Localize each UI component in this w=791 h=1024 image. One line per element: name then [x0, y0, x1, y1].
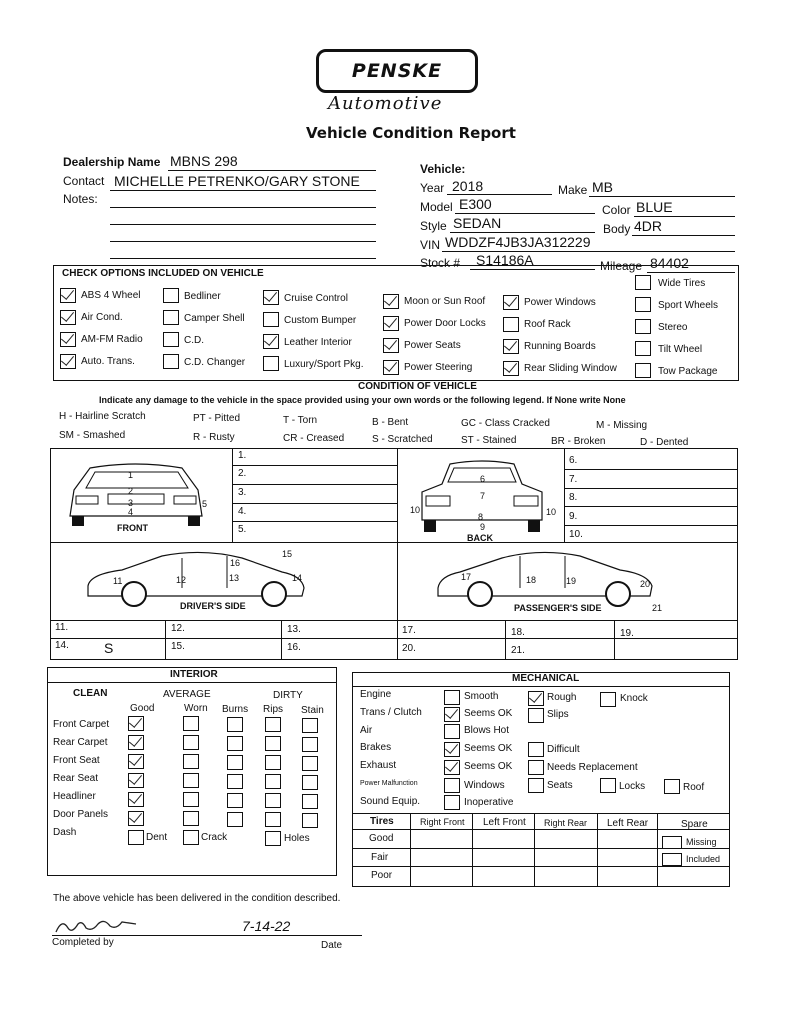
stereo-label: Stereo [658, 322, 688, 333]
mechanical-header-line [352, 686, 730, 687]
cond-field-13[interactable]: 13. [287, 624, 301, 635]
front-line-5[interactable]: 5. [238, 524, 247, 535]
back-line-8[interactable]: 8. [569, 492, 578, 503]
door-panels-worn[interactable] [183, 811, 199, 826]
front-marker-3: 3 [128, 498, 134, 508]
front-marker-2: 2 [128, 486, 134, 496]
back-rule-4 [564, 525, 738, 526]
back-marker-8: 8 [478, 512, 484, 522]
back-line-6[interactable]: 6. [569, 455, 578, 466]
air-label: Air [360, 725, 373, 736]
tires-rr: Right Rear [544, 818, 588, 828]
color-value[interactable]: BLUE [636, 199, 673, 215]
legend-b: B - Bent [372, 417, 409, 428]
back-line-10[interactable]: 10. [569, 529, 583, 540]
center-sep [397, 448, 398, 660]
door-panels-good[interactable] [128, 811, 144, 826]
am-fm-label: AM-FM Radio [81, 334, 143, 345]
door-panels-burns[interactable] [227, 812, 243, 827]
front-view-label: FRONT [117, 523, 148, 533]
exhaust-ok-checkbox[interactable] [444, 760, 460, 775]
completed-by-label: Completed by [52, 937, 114, 948]
spare-included-label: Included [686, 854, 721, 864]
tires-row-line-2 [352, 866, 730, 867]
front-marker-1: 1 [128, 470, 134, 480]
luxury-sport-checkbox[interactable] [263, 356, 279, 371]
back-marker-7: 7 [480, 491, 486, 501]
sound-label: Sound Equip. [360, 796, 421, 807]
front-rule-4 [232, 521, 397, 522]
exhaust-label: Exhaust [360, 760, 397, 771]
front-carpet-burns[interactable] [227, 717, 243, 732]
headliner-good[interactable] [128, 792, 144, 807]
cond-field-15[interactable]: 15. [171, 641, 185, 652]
tires-col-4 [597, 813, 598, 887]
bottom-sep-1 [165, 620, 166, 660]
air-hot-label: Blows Hot [464, 725, 510, 736]
tires-lr: Left Rear [607, 818, 649, 829]
row-front-carpet: Front Carpet [53, 719, 110, 730]
notes-line-4 [110, 258, 376, 259]
front-rule-3 [232, 503, 397, 504]
notes-label: Notes: [63, 192, 98, 206]
legend-pt: PT - Pitted [193, 413, 241, 424]
tires-top-line [352, 813, 730, 814]
brakes-difficult-label: Difficult [547, 744, 580, 755]
tires-col-5 [657, 813, 658, 887]
air-cond-checkbox[interactable] [60, 310, 76, 325]
dealership-value[interactable]: MBNS 298 [170, 153, 238, 169]
power-seats-mal-checkbox[interactable] [528, 778, 544, 793]
rear-carpet-good[interactable] [128, 735, 144, 750]
front-carpet-stain[interactable] [302, 718, 318, 733]
back-marker-9: 9 [480, 522, 486, 532]
vin-value[interactable]: WDDZF4JB3JA312229 [445, 234, 591, 250]
power-door-locks-checkbox[interactable] [383, 316, 399, 331]
tires-rf: Right Front [420, 817, 465, 827]
front-seat-stain[interactable] [302, 756, 318, 771]
body-line [632, 235, 735, 236]
cond-field-20[interactable]: 20. [402, 643, 416, 654]
col-worn: Worn [184, 703, 208, 714]
exhaust-ok-label: Seems OK [464, 761, 513, 772]
cd-label: C.D. [184, 335, 204, 346]
year-value[interactable]: 2018 [452, 178, 484, 194]
brakes-ok-label: Seems OK [464, 743, 513, 754]
dash-dent-checkbox[interactable] [128, 830, 144, 845]
mechanical-heading: MECHANICAL [512, 673, 580, 684]
rear-carpet-stain[interactable] [302, 737, 318, 752]
engine-rough-label: Rough [547, 692, 577, 703]
make-value[interactable]: MB [592, 179, 613, 195]
cond-field-12[interactable]: 12. [171, 623, 185, 634]
trans-ok-checkbox[interactable] [444, 707, 460, 722]
camper-shell-checkbox[interactable] [163, 310, 179, 325]
color-line [634, 216, 735, 217]
body-label: Body [603, 222, 631, 236]
legend-t: T - Torn [283, 415, 318, 426]
front-seat-rips[interactable] [265, 755, 281, 770]
body-value[interactable]: 4DR [634, 218, 663, 234]
power-windows-label: Power Windows [524, 297, 596, 308]
moon-roof-checkbox[interactable] [383, 294, 399, 309]
driver-marker-16: 16 [230, 558, 241, 568]
custom-bumper-label: Custom Bumper [284, 315, 357, 326]
interior-average: AVERAGE [163, 689, 211, 700]
contact-label: Contact [63, 174, 105, 188]
back-marker-6: 6 [480, 474, 486, 484]
color-label: Color [602, 203, 631, 217]
tow-package-checkbox[interactable] [635, 363, 651, 378]
condition-instruction: Indicate any damage to the vehicle in the space provided using your own words or the following legend. If None write None [99, 395, 626, 405]
back-sep [564, 448, 565, 542]
interior-dirty: DIRTY [273, 690, 303, 701]
power-steering-checkbox[interactable] [383, 360, 399, 375]
cond-field-14-note: S [104, 640, 114, 656]
style-label: Style [420, 219, 447, 233]
pass-marker-19: 19 [566, 576, 577, 586]
power-door-locks-label: Power Door Locks [404, 318, 486, 329]
trans-ok-label: Seems OK [464, 708, 513, 719]
front-carpet-good[interactable] [128, 716, 144, 731]
dealership-label: Dealership Name [63, 155, 161, 169]
cond-field-18[interactable]: 18. [511, 627, 525, 638]
power-windows-checkbox[interactable] [503, 295, 519, 310]
dealership-line [168, 170, 376, 171]
front-carpet-rips[interactable] [265, 717, 281, 732]
rear-seat-good[interactable] [128, 773, 144, 788]
row-rear-seat: Rear Seat [53, 773, 99, 784]
diagram-mid-line [50, 542, 738, 543]
tires-lf: Left Front [483, 817, 526, 828]
make-label: Make [558, 183, 588, 197]
bottom-sep-3 [505, 620, 506, 660]
engine-knock-label: Knock [620, 693, 648, 704]
tires-head-line [352, 829, 730, 830]
cd-changer-checkbox[interactable] [163, 354, 179, 369]
legend-gc: GC - Class Cracked [461, 418, 550, 429]
back-line-9[interactable]: 9. [569, 511, 578, 522]
trans-slips-checkbox[interactable] [528, 708, 544, 723]
diagram-row-line-2 [50, 638, 738, 639]
col-rips: Rips [263, 704, 284, 715]
rear-carpet-rips[interactable] [265, 736, 281, 751]
air-cond-label: Air Cond. [81, 312, 123, 323]
cd-checkbox[interactable] [163, 332, 179, 347]
legend-r: R - Rusty [193, 432, 235, 443]
headliner-rips[interactable] [265, 793, 281, 808]
cond-field-14[interactable]: 14. [55, 640, 69, 651]
am-fm-checkbox[interactable] [60, 332, 76, 347]
notes-line-1 [110, 207, 376, 208]
row-rear-carpet: Rear Carpet [53, 737, 108, 748]
col-good: Good [130, 703, 155, 714]
brakes-difficult-checkbox[interactable] [528, 742, 544, 757]
condition-heading: CONDITION OF VEHICLE [358, 381, 477, 392]
report-title: Vehicle Condition Report [306, 124, 516, 142]
front-line-2[interactable]: 2. [238, 468, 247, 479]
back-line-7[interactable]: 7. [569, 474, 578, 485]
legend-h: H - Hairline Scratch [59, 411, 146, 422]
tires-col-2 [472, 813, 473, 887]
door-panels-rips[interactable] [265, 812, 281, 827]
leather-interior-checkbox[interactable] [263, 334, 279, 349]
interior-clean: CLEAN [73, 688, 108, 699]
legend-st: ST - Stained [461, 435, 517, 446]
dash-holes-checkbox[interactable] [265, 831, 281, 846]
year-line [447, 194, 552, 195]
cond-field-11[interactable]: 11. [55, 622, 69, 633]
brakes-ok-checkbox[interactable] [444, 742, 460, 757]
passenger-side-label: PASSENGER'S SIDE [514, 603, 602, 613]
engine-label: Engine [360, 689, 392, 700]
tires-spare: Spare [681, 819, 708, 830]
date-label: Date [321, 940, 343, 951]
back-marker-10-left: 10 [410, 505, 421, 515]
notes-line-2 [110, 224, 376, 225]
vin-label: VIN [420, 238, 441, 252]
back-rule-2 [564, 488, 738, 489]
power-locks-mal-checkbox[interactable] [600, 778, 616, 793]
legend-s: S - Scratched [372, 434, 433, 445]
rear-sliding-window-checkbox[interactable] [503, 361, 519, 376]
engine-smooth-label: Smooth [464, 691, 499, 702]
tires-poor: Poor [371, 870, 393, 881]
style-value[interactable]: SEDAN [453, 215, 502, 231]
front-seat-burns[interactable] [227, 755, 243, 770]
engine-knock-checkbox[interactable] [600, 692, 616, 707]
abs-label: ABS 4 Wheel [81, 290, 141, 301]
contact-value[interactable]: MICHELLE PETRENKO/GARY STONE [114, 173, 360, 189]
mileage-value[interactable]: 84402 [650, 255, 689, 271]
tow-package-label: Tow Package [658, 366, 718, 377]
tires-col-3 [534, 813, 535, 887]
trans-label: Trans / Clutch [360, 707, 422, 718]
abs-checkbox[interactable] [60, 288, 76, 303]
model-line [455, 213, 595, 214]
front-line-1[interactable]: 1. [238, 450, 247, 461]
rear-seat-stain[interactable] [302, 775, 318, 790]
tires-header: Tires [370, 816, 394, 827]
power-seats-label: Power Seats [404, 340, 461, 351]
col-burns: Burns [222, 704, 249, 715]
power-seats-checkbox[interactable] [383, 338, 399, 353]
dash-crack-label: Crack [201, 832, 228, 843]
back-rule-3 [564, 506, 738, 507]
wide-tires-label: Wide Tires [658, 278, 706, 289]
pass-marker-18: 18 [526, 575, 537, 585]
front-rule-2 [232, 484, 397, 485]
stereo-checkbox[interactable] [635, 319, 651, 334]
make-line [589, 196, 735, 197]
power-locks-mal-label: Locks [619, 781, 646, 792]
model-label: Model [420, 200, 453, 214]
back-marker-10-right: 10 [546, 507, 557, 517]
interior-heading: INTERIOR [170, 669, 218, 680]
roof-rack-checkbox[interactable] [503, 317, 519, 332]
power-windows-mal-checkbox[interactable] [444, 778, 460, 793]
driver-marker-11: 11 [113, 576, 123, 586]
driver-marker-14: 14 [292, 573, 303, 583]
power-seats-mal-label: Seats [547, 780, 573, 791]
auto-trans-checkbox[interactable] [60, 354, 76, 369]
rear-seat-rips[interactable] [265, 774, 281, 789]
pass-marker-17: 17 [461, 572, 472, 582]
notes-line-3 [110, 241, 376, 242]
running-boards-checkbox[interactable] [503, 339, 519, 354]
front-seat-worn[interactable] [183, 754, 199, 769]
col-stain: Stain [301, 705, 324, 716]
legend-d: D - Dented [640, 437, 689, 448]
headliner-worn[interactable] [183, 792, 199, 807]
style-line [450, 232, 595, 233]
tires-good: Good [369, 833, 394, 844]
legend-br: BR - Broken [551, 436, 606, 447]
bedliner-checkbox[interactable] [163, 288, 179, 303]
air-hot-checkbox[interactable] [444, 724, 460, 739]
front-line-4[interactable]: 4. [238, 506, 247, 517]
power-steering-label: Power Steering [404, 362, 473, 373]
cd-changer-label: C.D. Changer [184, 357, 246, 368]
stock-value[interactable]: S14186A [476, 252, 534, 268]
cruise-control-checkbox[interactable] [263, 290, 279, 305]
date-value[interactable]: 7-14-22 [242, 918, 291, 934]
driver-marker-15: 15 [282, 549, 293, 559]
brakes-label: Brakes [360, 742, 392, 753]
interior-header-line [47, 682, 337, 683]
contact-line [110, 190, 376, 191]
sound-inop-label: Inoperative [464, 797, 514, 808]
headliner-stain[interactable] [302, 794, 318, 809]
year-label: Year [420, 181, 445, 195]
vehicle-heading: Vehicle: [420, 162, 466, 176]
front-marker-4: 4 [128, 507, 134, 517]
cruise-control-label: Cruise Control [284, 293, 348, 304]
door-panels-stain[interactable] [302, 813, 318, 828]
dash-dent-label: Dent [146, 832, 168, 843]
cond-field-16[interactable]: 16. [287, 642, 301, 653]
front-line-3[interactable]: 3. [238, 487, 247, 498]
power-label: Power Malfunction [360, 780, 418, 787]
mileage-label: Mileage [600, 259, 643, 273]
sport-wheels-checkbox[interactable] [635, 297, 651, 312]
rear-seat-worn[interactable] [183, 773, 199, 788]
trans-slips-label: Slips [547, 709, 569, 720]
row-headliner: Headliner [53, 791, 96, 802]
dash-crack-checkbox[interactable] [183, 830, 199, 845]
driver-marker-13: 13 [229, 573, 240, 583]
leather-interior-label: Leather Interior [284, 337, 352, 348]
front-carpet-worn[interactable] [183, 716, 199, 731]
dash-holes-label: Holes [284, 833, 310, 844]
row-front-seat: Front Seat [53, 755, 100, 766]
delivered-statement: The above vehicle has been delivered in the condition described. [53, 893, 341, 904]
pass-marker-20: 20 [640, 579, 651, 589]
custom-bumper-checkbox[interactable] [263, 312, 279, 327]
tilt-wheel-label: Tilt Wheel [658, 344, 703, 355]
tires-fair: Fair [371, 852, 389, 863]
cond-field-21[interactable]: 21. [511, 645, 525, 656]
legend-m: M - Missing [596, 420, 648, 431]
tires-col-1 [410, 813, 411, 887]
rear-carpet-burns[interactable] [227, 736, 243, 751]
power-roof-mal-checkbox[interactable] [664, 779, 680, 794]
wide-tires-checkbox[interactable] [635, 275, 651, 290]
cond-field-17[interactable]: 17. [402, 625, 416, 636]
penske-logo: PENSKE [316, 49, 478, 93]
row-door-panels: Door Panels [53, 809, 109, 820]
rear-sliding-window-label: Rear Sliding Window [524, 363, 617, 374]
stock-label: Stock # [420, 256, 461, 270]
moon-roof-label: Moon or Sun Roof [404, 296, 486, 307]
power-roof-mal-label: Roof [683, 782, 705, 793]
engine-rough-checkbox[interactable] [528, 691, 544, 706]
rear-carpet-worn[interactable] [183, 735, 199, 750]
front-rule-1 [232, 465, 397, 466]
bottom-sep-2 [281, 620, 282, 660]
tilt-wheel-checkbox[interactable] [635, 341, 651, 356]
front-sep [232, 448, 233, 542]
options-heading: CHECK OPTIONS INCLUDED ON VEHICLE [62, 268, 264, 279]
legend-sm: SM - Smashed [59, 430, 126, 441]
sport-wheels-label: Sport Wheels [658, 300, 719, 311]
driver-marker-12: 12 [176, 575, 187, 585]
back-rule-1 [564, 469, 738, 470]
spare-missing-label: Missing [686, 837, 717, 847]
logo-subtitle: Automotive [328, 93, 443, 114]
exhaust-replace-label: Needs Replacement [547, 762, 638, 773]
row-dash: Dash [53, 827, 77, 838]
legend-cr: CR - Creased [283, 433, 345, 444]
bottom-sep-4 [614, 620, 615, 660]
sound-inop-checkbox[interactable] [444, 795, 460, 810]
cond-field-19[interactable]: 19. [620, 628, 634, 639]
running-boards-label: Running Boards [524, 341, 596, 352]
back-view-label: BACK [467, 533, 493, 543]
spare-missing-checkbox[interactable] [662, 836, 682, 849]
headliner-burns[interactable] [227, 793, 243, 808]
driver-side-label: DRIVER'S SIDE [180, 601, 246, 611]
pass-marker-21: 21 [652, 603, 663, 613]
camper-shell-label: Camper Shell [184, 313, 245, 324]
spare-included-checkbox[interactable] [662, 853, 682, 866]
diagram-row-line-1 [50, 620, 738, 621]
exhaust-replace-checkbox[interactable] [528, 760, 544, 775]
rear-seat-burns[interactable] [227, 774, 243, 789]
front-seat-good[interactable] [128, 754, 144, 769]
auto-trans-label: Auto. Trans. [81, 356, 135, 367]
luxury-sport-label: Luxury/Sport Pkg. [284, 359, 364, 370]
model-value[interactable]: E300 [459, 196, 492, 212]
power-windows-mal-label: Windows [464, 780, 505, 791]
bedliner-label: Bedliner [184, 291, 221, 302]
roof-rack-label: Roof Rack [524, 319, 571, 330]
signature-line [52, 935, 362, 936]
engine-smooth-checkbox[interactable] [444, 690, 460, 705]
front-marker-5: 5 [202, 499, 208, 509]
